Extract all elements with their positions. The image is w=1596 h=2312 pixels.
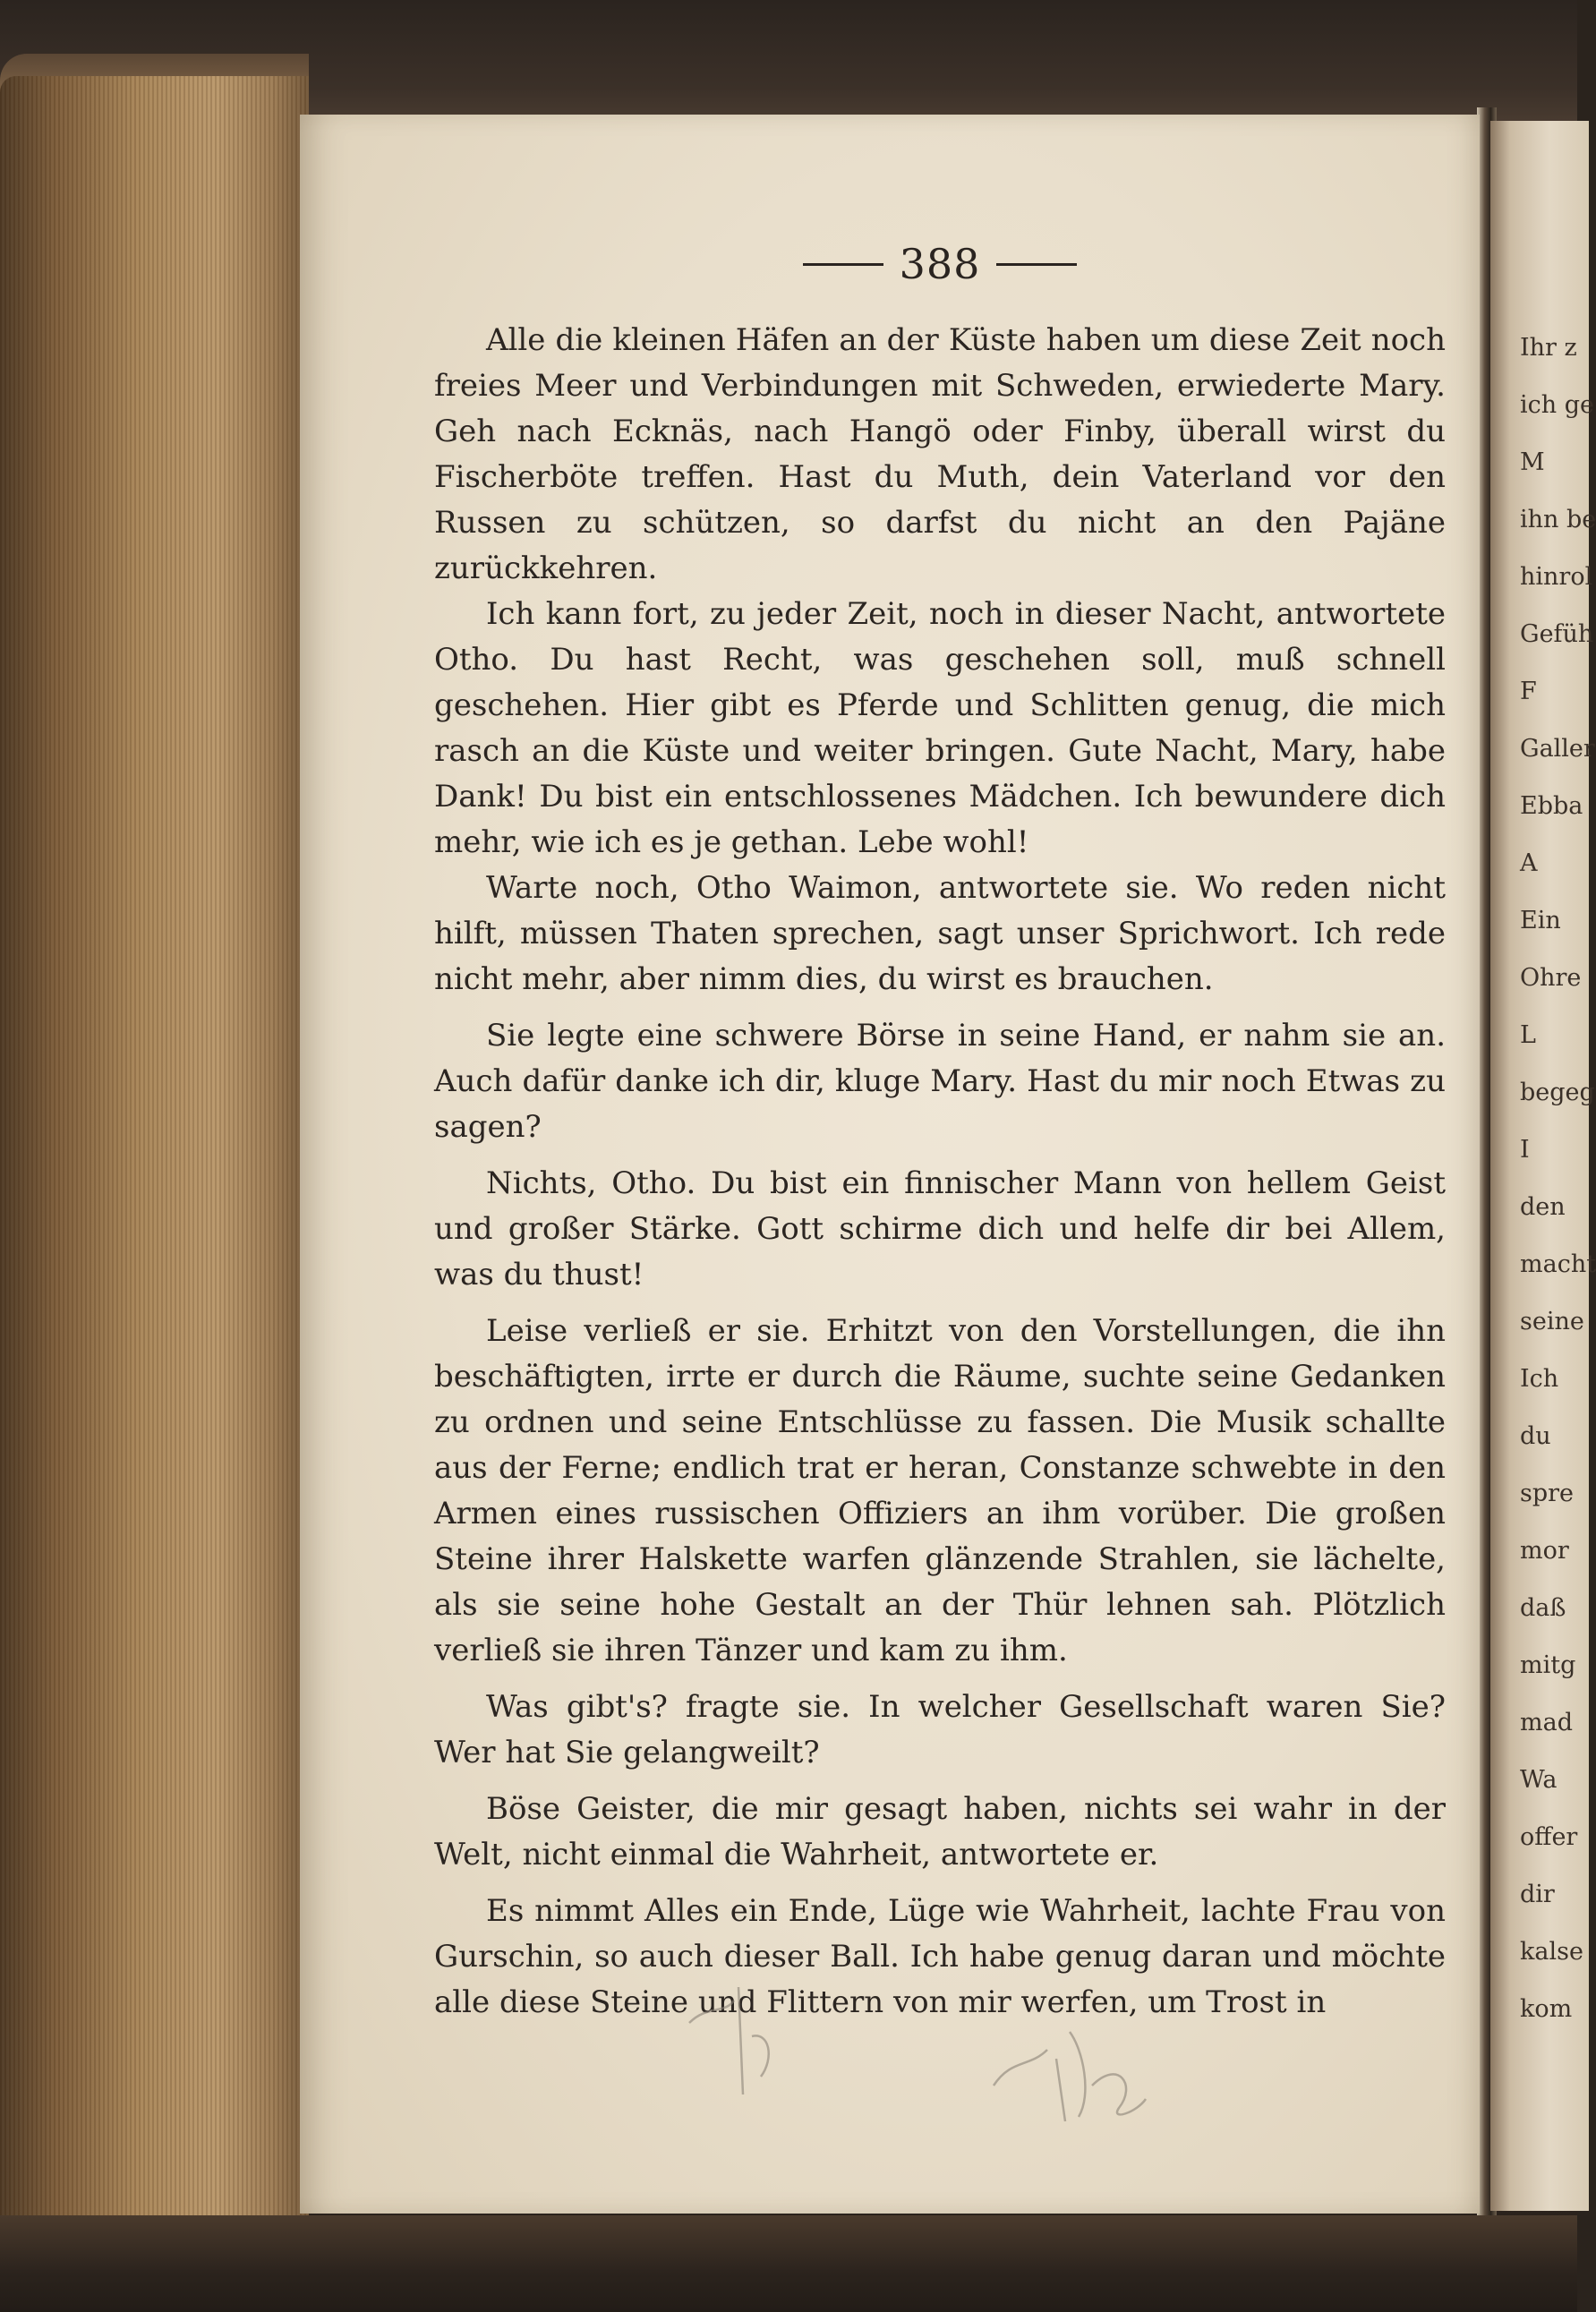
facing-page-fragment: ich ge [1520, 391, 1594, 419]
facing-page-fragment: mor [1520, 1537, 1569, 1565]
facing-page-fragment: du [1520, 1422, 1551, 1450]
facing-page-fragment: den [1520, 1193, 1566, 1221]
facing-page-fragment: M [1520, 448, 1545, 476]
facing-page-fragment: macht [1520, 1250, 1596, 1278]
paragraph: Warte noch, Otho Waimon, antwortete sie. Wo reden nicht hilft, müssen Thaten sprechen, sagt unser Sprichwort. Ich rede nicht mehr, aber nimm dies, du wirst es brauchen. [434, 870, 1446, 997]
paragraph: Was gibt's? fragte sie. In welcher Gesellschaft waren Sie? Wer hat Sie gelangweilt? [434, 1689, 1446, 1770]
paragraph: Alle die kleinen Häfen an der Küste haben um diese Zeit noch freies Meer und Verbindungen mit Schweden, erwiederte Mary. Geh nach Ecknäs, nach Hangö oder Finby, überall wirst du Fischerböte treffen. Hast du Muth, dein Vaterland vor den Russen zu schützen, so darfst du nicht an den Pajäne zurückkehren. [434, 322, 1446, 586]
facing-page-fragment: ihn be [1520, 506, 1596, 533]
header-rule-left [803, 263, 883, 266]
paragraph: Es nimmt Alles ein Ende, Lüge wie Wahrheit, lachte Frau von Gurschin, so auch dieser Ball. Ich habe genug daran und möchte alle diese Steine und Flittern von mir werfen, um Trost in [434, 1893, 1446, 2020]
facing-page-fragment: Ihr z [1520, 334, 1577, 362]
facing-page-fragment: kom [1520, 1995, 1573, 2023]
paragraph: Nichts, Otho. Du bist ein finnischer Mann von hellem Geist und großer Stärke. Gott schirme dich und helfe dir bei Allem, was du thust! [434, 1165, 1446, 1293]
facing-page-fragment: offer [1520, 1823, 1578, 1851]
facing-page-fragment: F [1520, 678, 1537, 705]
facing-page-fragment: seine [1520, 1308, 1584, 1335]
paragraph: Sie legte eine schwere Börse in seine Hand, er nahm sie an. Auch dafür danke ich dir, kluge Mary. Hast du mir noch Etwas zu sagen? [434, 1018, 1446, 1145]
facing-page-fragment: I [1520, 1136, 1530, 1164]
facing-page-fragment: Ohre [1520, 964, 1582, 992]
facing-page-fragment: begeg [1520, 1079, 1595, 1106]
paragraph: Leise verließ er sie. Erhitzt von den Vorstellungen, die ihn beschäftigten, irrte er durch die Räume, suchte seine Gedanken zu ordnen und seine Entschlüsse zu fassen. Die Musik schallte aus der Ferne; endlich trat er heran, Constanze schwebte in den Armen eines russischen Offiziers an ihm vorüber. Die großen Steine ihrer Halskette warfen glänzende Strahlen, sie lächelte, als sie seine hohe Gestalt an der Thür lehnen sah. Plötzlich verließ sie ihren Tänzer und kam zu ihm. [434, 1313, 1446, 1668]
pencil-scribble [671, 1951, 1208, 2130]
facing-page-fragment: Ich [1520, 1365, 1559, 1393]
page-header [797, 233, 1083, 295]
paragraph: Böse Geister, die mir gesagt haben, nichts sei wahr in der Welt, nicht einmal die Wahrheit, antwortete er. [434, 1791, 1446, 1873]
facing-page-fragment: kalse [1520, 1938, 1583, 1966]
background-bottom [0, 2215, 1577, 2312]
header-rule-right [996, 263, 1077, 266]
facing-page-fragment: spre [1520, 1480, 1575, 1507]
page-body-text [434, 318, 1446, 2026]
facing-page-fragment: mad [1520, 1709, 1573, 1736]
facing-page-fragment: Gefüh [1520, 620, 1594, 648]
page-number: 388 [899, 240, 981, 288]
facing-page-fragment: Ebba [1520, 792, 1583, 820]
page-edge-stack [0, 76, 309, 2260]
facing-page-fragment: dir [1520, 1881, 1555, 1908]
facing-page-fragment: Wa [1520, 1766, 1558, 1794]
facing-page-fragment: mitg [1520, 1651, 1576, 1679]
facing-page-fragment: L [1520, 1021, 1536, 1049]
facing-page-fragment: A [1520, 849, 1538, 877]
facing-page-fragment: Ein [1520, 907, 1561, 934]
paragraph: Ich kann fort, zu jeder Zeit, noch in dieser Nacht, antwortete Otho. Du hast Recht, was geschehen soll, muß schnell geschehen. Hier gibt es Pferde und Schlitten genug, die mich rasch an die Küste und weiter bringen. Gute Nacht, Mary, habe Dank! Du bist ein entschlossenes Mädchen. Ich bewundere dich mehr, wie ich es je gethan. Lebe wohl! [434, 596, 1446, 860]
facing-page-fragment: daß [1520, 1594, 1566, 1622]
facing-page-fragment: hinrol [1520, 563, 1593, 591]
facing-page-fragment: Galler [1520, 735, 1595, 763]
